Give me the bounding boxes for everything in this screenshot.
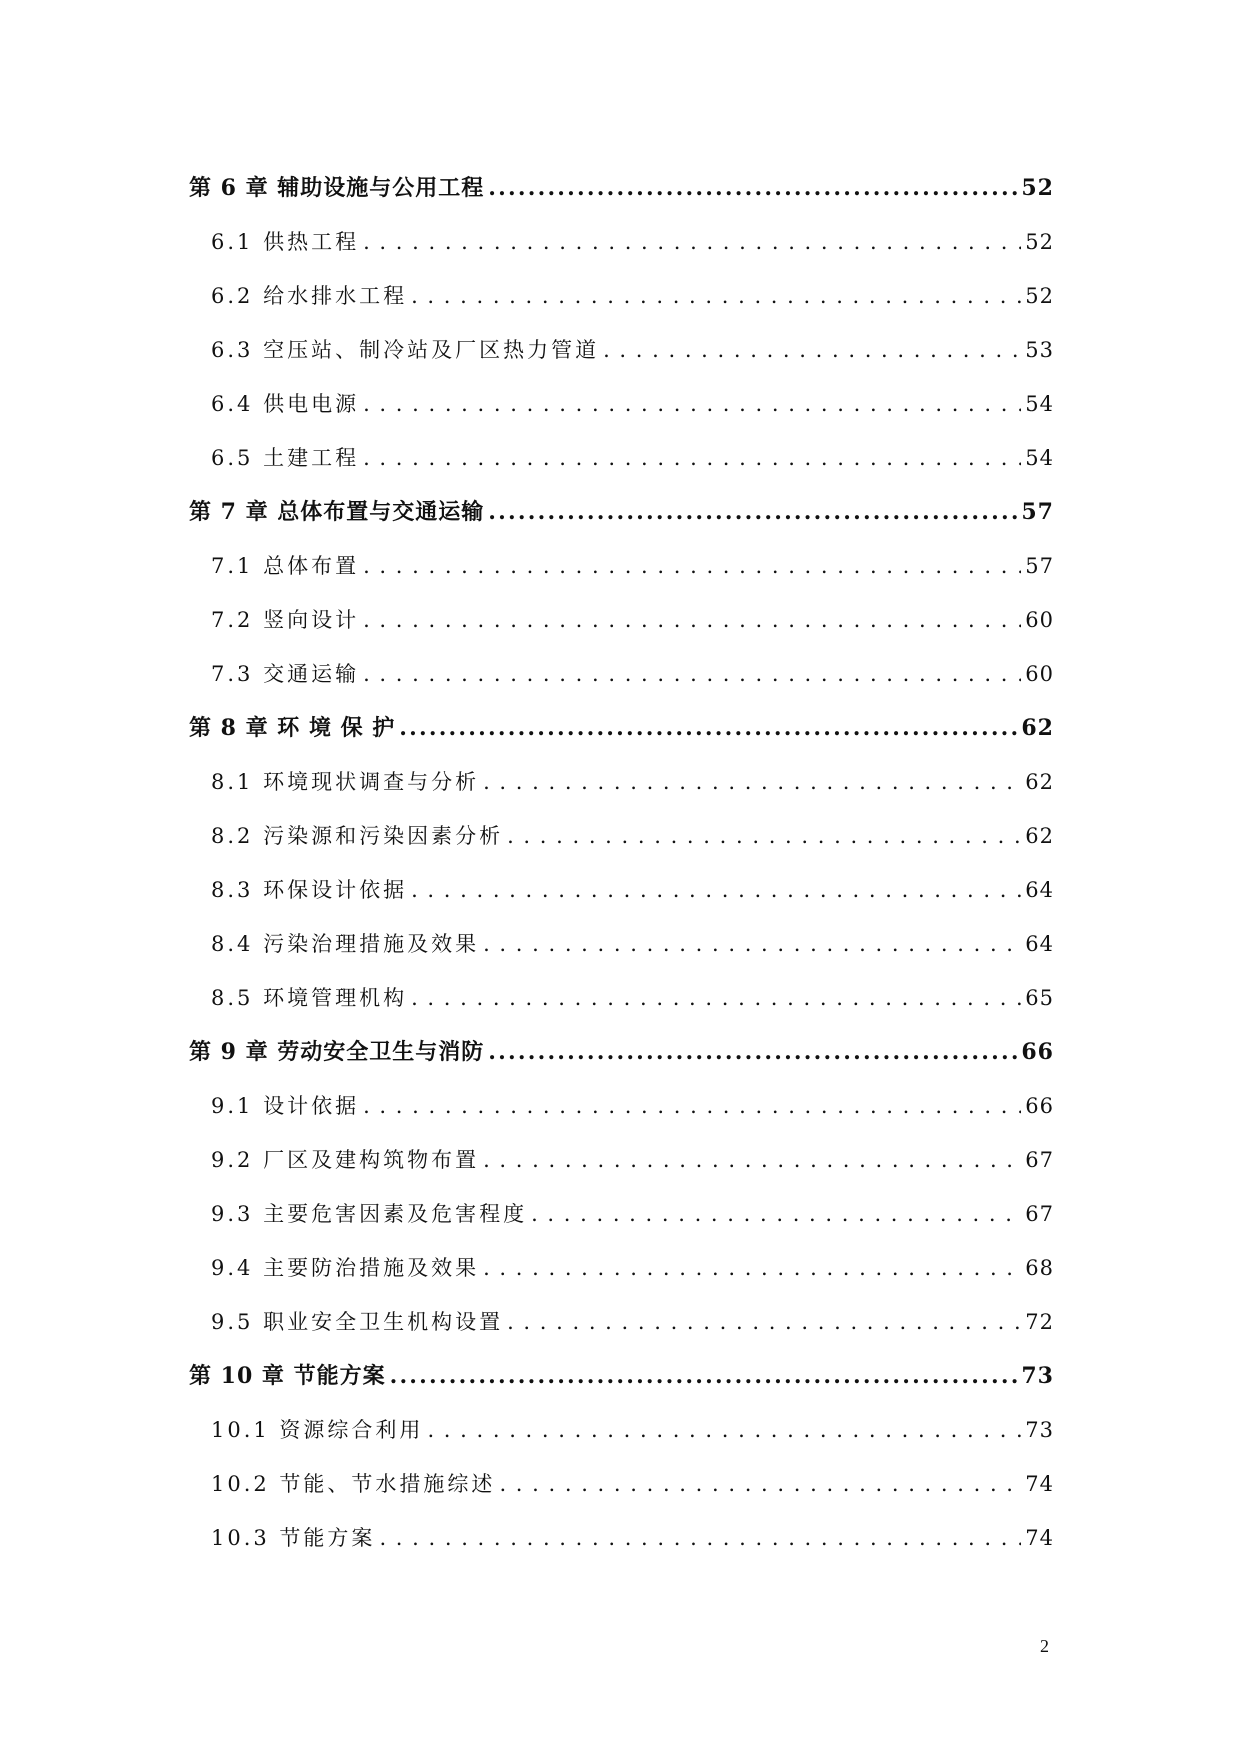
toc-page-number: 57 — [1021, 499, 1054, 525]
toc-leader-dots — [483, 1253, 1021, 1283]
toc-leader-dots — [483, 929, 1021, 959]
toc-page-number: 52 — [1021, 175, 1054, 201]
toc-leader-dots — [363, 551, 1021, 581]
toc-section-9-1[interactable] — [189, 1083, 1054, 1121]
toc-title: 8.5 环境管理机构 — [211, 986, 408, 1010]
toc-title: 第 6 章 辅助设施与公用工程 — [189, 175, 485, 201]
toc-title: 10.3 节能方案 — [211, 1526, 376, 1550]
toc-title: 第 10 章 节能方案 — [189, 1363, 386, 1389]
toc-section-8-3[interactable] — [189, 867, 1054, 905]
toc-page-number: 53 — [1025, 338, 1054, 362]
toc-leader-dots — [399, 713, 1017, 743]
toc-leader-dots — [531, 1199, 1021, 1229]
toc-section-6-4[interactable] — [189, 381, 1054, 419]
toc-page-number: 57 — [1025, 554, 1054, 578]
toc-section-6-1[interactable] — [189, 219, 1054, 257]
toc-section-8-1[interactable] — [189, 759, 1054, 797]
toc-title: 7.3 交通运输 — [211, 662, 360, 686]
toc-page-number: 73 — [1021, 1363, 1054, 1389]
toc-leader-dots — [488, 173, 1017, 203]
toc-page-number: 62 — [1025, 770, 1054, 794]
toc-chapter-9[interactable] — [189, 1029, 1054, 1067]
toc-section-6-5[interactable] — [189, 435, 1054, 473]
toc-section-7-1[interactable] — [189, 543, 1054, 581]
toc-title: 6.5 土建工程 — [211, 446, 360, 470]
toc-leader-dots — [483, 1145, 1021, 1175]
toc-leader-dots — [411, 281, 1021, 311]
toc-leader-dots — [363, 389, 1021, 419]
toc-title: 第 7 章 总体布置与交通运输 — [189, 499, 485, 525]
toc-title: 7.2 竖向设计 — [211, 608, 360, 632]
toc-chapter-10[interactable] — [189, 1353, 1054, 1391]
toc-section-10-1[interactable] — [189, 1407, 1054, 1445]
toc-title: 8.1 环境现状调查与分析 — [211, 770, 480, 794]
toc-page-number: 54 — [1025, 392, 1054, 416]
toc-leader-dots — [488, 1037, 1017, 1067]
toc-title: 8.3 环保设计依据 — [211, 878, 408, 902]
toc-leader-dots — [379, 1523, 1021, 1553]
toc-title: 7.1 总体布置 — [211, 554, 360, 578]
toc-leader-dots — [390, 1361, 1018, 1391]
toc-title: 6.4 供电电源 — [211, 392, 360, 416]
toc-section-6-2[interactable] — [189, 273, 1054, 311]
toc-section-10-3[interactable] — [189, 1515, 1054, 1553]
toc-page-number: 72 — [1025, 1310, 1054, 1334]
toc-leader-dots — [507, 1307, 1021, 1337]
toc-page-number: 52 — [1025, 284, 1054, 308]
toc-title: 9.1 设计依据 — [211, 1094, 360, 1118]
toc-leader-dots — [363, 443, 1021, 473]
toc-section-9-3[interactable] — [189, 1191, 1054, 1229]
page-number: 2 — [1040, 1636, 1049, 1656]
toc-page-number: 66 — [1025, 1094, 1054, 1118]
toc-title: 6.2 给水排水工程 — [211, 284, 408, 308]
toc-title: 9.4 主要防治措施及效果 — [211, 1256, 480, 1280]
toc-title: 6.3 空压站、制冷站及厂区热力管道 — [211, 338, 600, 362]
toc-title: 10.1 资源综合利用 — [211, 1418, 424, 1442]
toc-section-9-5[interactable] — [189, 1299, 1054, 1337]
toc-leader-dots — [488, 497, 1017, 527]
toc-section-8-5[interactable] — [189, 975, 1054, 1013]
toc-page-number: 65 — [1025, 986, 1054, 1010]
toc-title: 8.2 污染源和污染因素分析 — [211, 824, 504, 848]
toc-title: 9.3 主要危害因素及危害程度 — [211, 1202, 528, 1226]
toc-page-number: 62 — [1021, 715, 1054, 741]
toc-section-6-3[interactable] — [189, 327, 1054, 365]
toc-leader-dots — [363, 605, 1021, 635]
toc-section-8-4[interactable] — [189, 921, 1054, 959]
toc-title: 9.5 职业安全卫生机构设置 — [211, 1310, 504, 1334]
toc-leader-dots — [363, 659, 1021, 689]
toc-title: 第 9 章 劳动安全卫生与消防 — [189, 1039, 485, 1065]
toc-page-number: 62 — [1025, 824, 1054, 848]
toc-leader-dots — [427, 1415, 1021, 1445]
toc-page-number: 64 — [1025, 878, 1054, 902]
toc-title: 6.1 供热工程 — [211, 230, 360, 254]
toc-section-7-3[interactable] — [189, 651, 1054, 689]
toc-page-number: 64 — [1025, 932, 1054, 956]
toc-page-number: 73 — [1025, 1418, 1054, 1442]
toc-section-8-2[interactable] — [189, 813, 1054, 851]
toc-section-9-2[interactable] — [189, 1137, 1054, 1175]
toc-leader-dots — [363, 227, 1021, 257]
toc-section-9-4[interactable] — [189, 1245, 1054, 1283]
toc-title: 10.2 节能、节水措施综述 — [211, 1472, 496, 1496]
toc-page-number: 68 — [1025, 1256, 1054, 1280]
toc-leader-dots — [507, 821, 1021, 851]
toc-leader-dots — [411, 875, 1021, 905]
toc-leader-dots — [603, 335, 1021, 365]
toc-page-number: 54 — [1025, 446, 1054, 470]
toc-section-7-2[interactable] — [189, 597, 1054, 635]
toc-page-number: 66 — [1021, 1039, 1054, 1065]
toc-leader-dots — [499, 1469, 1021, 1499]
toc-chapter-7[interactable] — [189, 489, 1054, 527]
toc-leader-dots — [411, 983, 1021, 1013]
toc-chapter-8[interactable] — [189, 705, 1054, 743]
toc-title: 8.4 污染治理措施及效果 — [211, 932, 480, 956]
toc-page-number: 74 — [1025, 1472, 1054, 1496]
toc-title: 9.2 厂区及建构筑物布置 — [211, 1148, 480, 1172]
toc-page-number: 67 — [1025, 1148, 1054, 1172]
toc-page-number: 52 — [1025, 230, 1054, 254]
toc-chapter-6[interactable] — [189, 165, 1054, 203]
toc-leader-dots — [363, 1091, 1021, 1121]
toc-leader-dots — [483, 767, 1021, 797]
toc-section-10-2[interactable] — [189, 1461, 1054, 1499]
toc-page-number: 74 — [1025, 1526, 1054, 1550]
toc-page-number: 60 — [1025, 608, 1054, 632]
toc-page-number: 67 — [1025, 1202, 1054, 1226]
toc-title: 第 8 章 环 境 保 护 — [189, 715, 396, 741]
toc-page-number: 60 — [1025, 662, 1054, 686]
